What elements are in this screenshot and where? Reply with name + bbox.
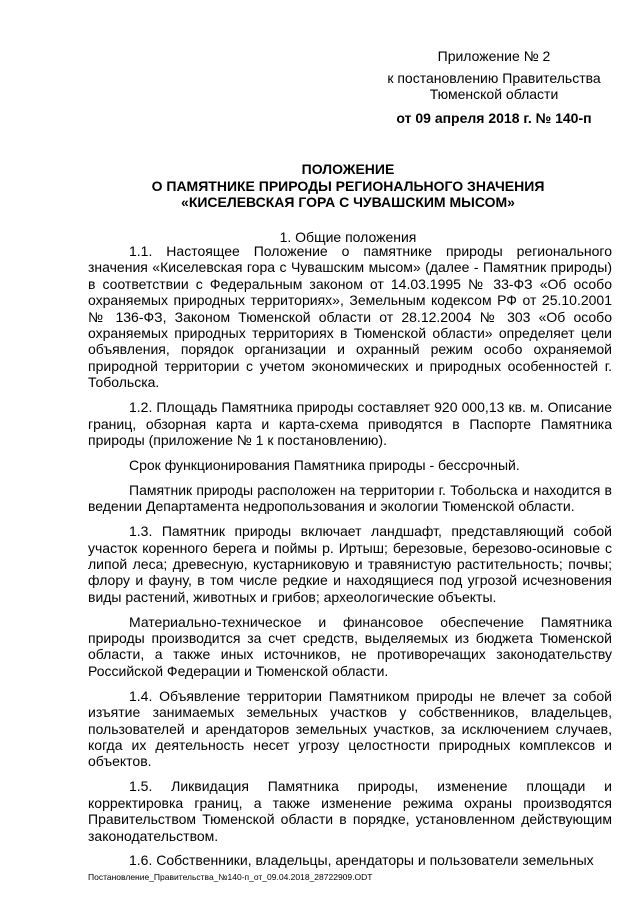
title-line-3: «КИСЕЛЕВСКАЯ ГОРА С ЧУВАШСКИМ МЫСОМ» xyxy=(181,194,515,210)
paragraph-1-2: 1.2. Площадь Памятника природы составляет 920 000,13 кв. м. Описание границ, обзорная карта и карта-схема приводятся в Паспорте Памятника природы (приложение № 1 к постановлению). xyxy=(88,399,612,448)
title-line-2: О ПАМЯТНИКЕ ПРИРОДЫ РЕГИОНАЛЬНОГО ЗНАЧЕНИЯ xyxy=(151,177,545,194)
document-body xyxy=(88,243,612,877)
paragraph-term: Срок функционирования Памятника природы - бессрочный. xyxy=(129,456,520,473)
paragraph-1-1: 1.1. Настоящее Положение о памятнике природы регионального значения «Киселевская гора с Чувашским мысом» (далее - Памятник природы) в соответствии с Федеральным законом от 14.03.1995 № 33-ФЗ «Об особо охраняемых природных территориях», Земельным кодексом РФ от 25.10.2001 № 136-ФЗ, Законом Тюменской области от 28.12.2004 № 303 «Об особо охраняемых природных территориях в Тюменской области» определяет цели объявления, порядок организации и охранный режим особо охраняемой природной территории с учетом экономических и природных особенностей г. Тобольска. xyxy=(88,243,612,391)
paragraph-1-3: 1.3. Памятник природы включает ландшафт, представляющий собой участок коренного берега и поймы р. Иртыш; березовые, березово-осиновые с липой леса; древесную, кустарниковую и травянистую растительность; почвы; флору и фауну, в том числе редкие и находящиеся под угрозой исчезновения виды растений, животных и грибов; археологические объекты. xyxy=(88,523,612,605)
title-line-1: ПОЛОЖЕНИЕ xyxy=(301,161,395,177)
paragraph-1-4: 1.4. Объявление территории Памятником природы не влечет за собой изъятие занимаемых земельных участков у собственников, владельцев, пользователей и арендаторов земельных участков, за исключением случаев, когда их деятельность несет угрозу целостности природных комплексов и объектов. xyxy=(88,687,612,770)
appendix-number: Приложение № 2 xyxy=(437,48,551,64)
appendix-date: от 09 апреля 2018 г. № 140-п xyxy=(396,110,592,126)
paragraph-funding: Материально-техническое и финансовое обеспечение Памятника природы производится за счет средств, выделяемых из бюджета Тюменской области, а также иных источников, не противоречащих законодательству Российской Федерации и Тюменской области. xyxy=(88,613,612,679)
footer-filename: Постановление_Правительства_№140-п_от_09.04.2018_28722909.ODT xyxy=(88,872,373,882)
paragraph-1-6: 1.6. Собственники, владельцы, арендаторы и пользователи земельных xyxy=(129,852,594,869)
paragraph-location: Памятник природы расположен на территории г. Тобольска и находится в ведении Департамента недропользования и экологии Тюменской области. xyxy=(88,481,612,515)
document-title xyxy=(88,161,608,211)
paragraph-1-5: 1.5. Ликвидация Памятника природы, изменение площади и корректировка границ, а также изменение режима охраны производятся Правительством Тюменской области в порядке, установленном действующим законодательством. xyxy=(88,778,612,844)
appendix-reference: к постановлению Правительства Тюменской области xyxy=(387,70,601,102)
section-heading: 1. Общие положения xyxy=(279,229,417,245)
